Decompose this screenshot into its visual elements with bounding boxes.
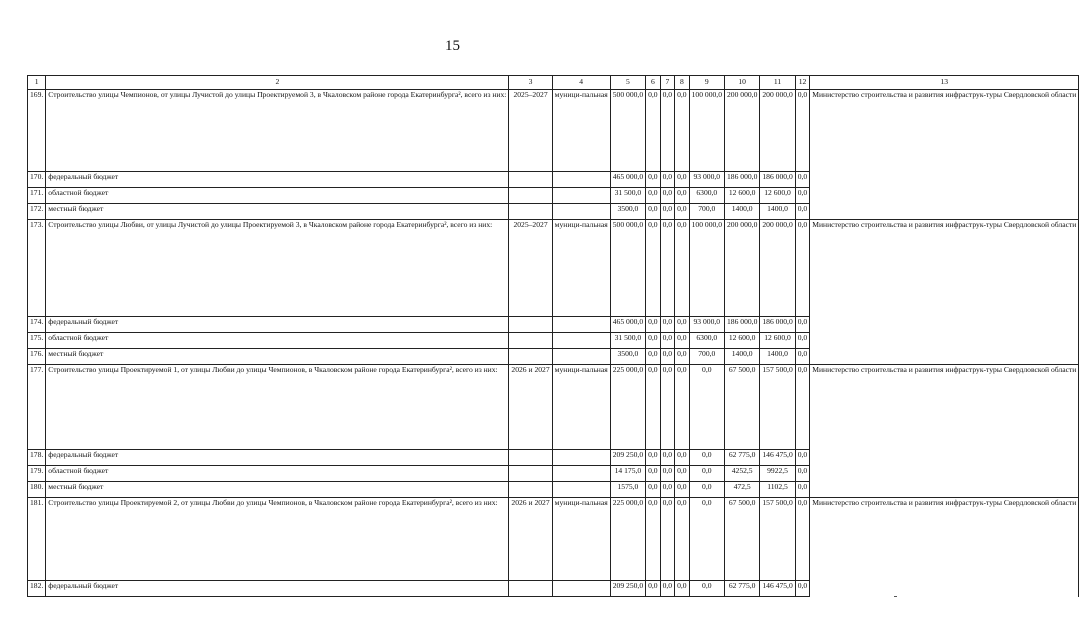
row-value-col6: 0,0 xyxy=(646,333,661,349)
row-value-col12: 0,0 xyxy=(795,90,810,172)
row-agency: Министерство строительства и развития инфраструк-туры Свердловской области xyxy=(810,498,1079,581)
row-period: 2025–2027 xyxy=(509,220,552,317)
row-value-col12: 0,0 xyxy=(795,498,810,581)
row-value-col11: 9922,5 xyxy=(760,466,795,482)
row-value-col6: 0,0 xyxy=(646,172,661,188)
row-value-col9: 700,0 xyxy=(689,349,724,365)
row-value-col9: 0,0 xyxy=(689,466,724,482)
row-period-empty xyxy=(509,450,552,466)
column-header-12: 12 xyxy=(795,76,810,90)
row-value-col5: 31 500,0 xyxy=(610,188,645,204)
table-row-main xyxy=(28,90,1079,172)
column-header-6: 6 xyxy=(646,76,661,90)
row-value-col5: 465 000,0 xyxy=(610,172,645,188)
column-header-2: 2 xyxy=(46,76,509,90)
table-row-main xyxy=(28,365,1079,450)
row-agency-empty xyxy=(810,333,1079,349)
row-type-empty xyxy=(552,450,610,466)
row-value-col9: 93 000,0 xyxy=(689,317,724,333)
row-value-col10: 472,5 xyxy=(724,482,759,498)
row-value-col8: 0,0 xyxy=(675,90,690,172)
row-value-col8: 0,0 xyxy=(675,581,690,597)
row-value-col11: 1400,0 xyxy=(760,349,795,365)
row-value-col7: 0,0 xyxy=(660,220,675,317)
row-value-col7: 0,0 xyxy=(660,581,675,597)
row-number: 179. xyxy=(28,466,46,482)
row-period-empty xyxy=(509,349,552,365)
row-value-col12: 0,0 xyxy=(795,349,810,365)
row-value-col5: 1575,0 xyxy=(610,482,645,498)
table-row-main xyxy=(28,220,1079,317)
row-period-empty xyxy=(509,466,552,482)
row-value-col7: 0,0 xyxy=(660,450,675,466)
row-period-empty xyxy=(509,581,552,597)
row-value-col6: 0,0 xyxy=(646,365,661,450)
row-value-col8: 0,0 xyxy=(675,220,690,317)
row-value-col9: 93 000,0 xyxy=(689,172,724,188)
row-value-col7: 0,0 xyxy=(660,172,675,188)
row-value-col5: 14 175,0 xyxy=(610,466,645,482)
row-value-col9: 0,0 xyxy=(689,450,724,466)
row-name: Строительство улицы Проектируемой 1, от улицы Любви до улицы Чемпионов, в Чкаловском районе города Екатеринбурга², всего из них: xyxy=(46,365,509,450)
row-value-col11: 186 000,0 xyxy=(760,172,795,188)
row-value-col8: 0,0 xyxy=(675,498,690,581)
row-value-col8: 0,0 xyxy=(675,333,690,349)
row-value-col6: 0,0 xyxy=(646,466,661,482)
row-type: муници-пальная xyxy=(552,90,610,172)
row-value-col8: 0,0 xyxy=(675,349,690,365)
row-value-col6: 0,0 xyxy=(646,581,661,597)
row-period: 2026 и 2027 xyxy=(509,498,552,581)
row-value-col6: 0,0 xyxy=(646,220,661,317)
row-value-col12: 0,0 xyxy=(795,220,810,317)
row-value-col5: 3500,0 xyxy=(610,349,645,365)
row-value-col5: 500 000,0 xyxy=(610,220,645,317)
row-value-col11: 200 000,0 xyxy=(760,220,795,317)
row-value-col6: 0,0 xyxy=(646,188,661,204)
row-period-empty xyxy=(509,482,552,498)
row-name: федеральный бюджет xyxy=(46,581,509,597)
row-value-col6: 0,0 xyxy=(646,90,661,172)
table-row-sub xyxy=(28,188,1079,204)
row-value-col8: 0,0 xyxy=(675,172,690,188)
row-value-col10: 12 600,0 xyxy=(724,188,759,204)
row-value-col12: 0,0 xyxy=(795,482,810,498)
row-value-col7: 0,0 xyxy=(660,188,675,204)
column-header-row xyxy=(28,76,1079,90)
row-value-col5: 465 000,0 xyxy=(610,317,645,333)
row-value-col12: 0,0 xyxy=(795,317,810,333)
row-number: 181. xyxy=(28,498,46,581)
table-row-sub xyxy=(28,317,1079,333)
column-header-1: 1 xyxy=(28,76,46,90)
row-value-col8: 0,0 xyxy=(675,482,690,498)
row-value-col5: 225 000,0 xyxy=(610,365,645,450)
row-value-col7: 0,0 xyxy=(660,498,675,581)
row-type-empty xyxy=(552,581,610,597)
row-number: 175. xyxy=(28,333,46,349)
table-row-sub xyxy=(28,204,1079,220)
row-type-empty xyxy=(552,172,610,188)
row-name: Строительство улицы Любви, от улицы Лучистой до улицы Проектируемой 3, в Чкаловском районе города Екатеринбурга², всего из них: xyxy=(46,220,509,317)
column-header-5: 5 xyxy=(610,76,645,90)
row-agency-empty xyxy=(810,172,1079,188)
row-value-col5: 225 000,0 xyxy=(610,498,645,581)
row-value-col8: 0,0 xyxy=(675,204,690,220)
row-value-col11: 200 000,0 xyxy=(760,90,795,172)
row-value-col10: 4252,5 xyxy=(724,466,759,482)
budget-table xyxy=(27,75,1079,597)
row-agency: Министерство строительства и развития инфраструк-туры Свердловской области xyxy=(810,90,1079,172)
row-value-col9: 100 000,0 xyxy=(689,90,724,172)
row-value-col12: 0,0 xyxy=(795,333,810,349)
row-type: муници-пальная xyxy=(552,220,610,317)
row-agency-empty xyxy=(810,482,1079,498)
row-value-col10: 200 000,0 xyxy=(724,220,759,317)
row-name: федеральный бюджет xyxy=(46,317,509,333)
column-header-3: 3 xyxy=(509,76,552,90)
row-agency-empty xyxy=(810,349,1079,365)
row-name: областной бюджет xyxy=(46,466,509,482)
row-period: 2025–2027 xyxy=(509,90,552,172)
row-value-col6: 0,0 xyxy=(646,317,661,333)
row-type-empty xyxy=(552,349,610,365)
row-agency: Министерство строительства и развития инфраструк-туры Свердловской области xyxy=(810,220,1079,317)
row-period-empty xyxy=(509,333,552,349)
table-row-sub xyxy=(28,466,1079,482)
row-agency-empty xyxy=(810,450,1079,466)
row-value-col9: 6300,0 xyxy=(689,188,724,204)
row-type-empty xyxy=(552,204,610,220)
row-value-col6: 0,0 xyxy=(646,204,661,220)
row-value-col8: 0,0 xyxy=(675,188,690,204)
page-number: 15 xyxy=(445,38,460,54)
row-value-col8: 0,0 xyxy=(675,450,690,466)
row-number: 178. xyxy=(28,450,46,466)
row-value-col7: 0,0 xyxy=(660,333,675,349)
row-period-empty xyxy=(509,317,552,333)
row-value-col9: 0,0 xyxy=(689,482,724,498)
row-type: муници-пальная xyxy=(552,498,610,581)
row-value-col7: 0,0 xyxy=(660,482,675,498)
row-value-col10: 67 500,0 xyxy=(724,365,759,450)
row-name: Строительство улицы Чемпионов, от улицы Лучистой до улицы Проектируемой 3, в Чкаловском районе города Екатеринбурга², всего из них: xyxy=(46,90,509,172)
row-value-col11: 157 500,0 xyxy=(760,365,795,450)
row-value-col10: 1400,0 xyxy=(724,204,759,220)
row-type-empty xyxy=(552,466,610,482)
row-value-col9: 0,0 xyxy=(689,498,724,581)
column-header-13: 13 xyxy=(810,76,1079,90)
row-value-col5: 500 000,0 xyxy=(610,90,645,172)
row-period-empty xyxy=(509,204,552,220)
row-name: Строительство улицы Проектируемой 2, от улицы Любви до улицы Чемпионов, в Чкаловском районе города Екатеринбурга², всего из них: xyxy=(46,498,509,581)
row-number: 180. xyxy=(28,482,46,498)
table-row-sub xyxy=(28,450,1079,466)
row-value-col5: 31 500,0 xyxy=(610,333,645,349)
row-value-col5: 209 250,0 xyxy=(610,581,645,597)
row-value-col6: 0,0 xyxy=(646,498,661,581)
column-header-10: 10 xyxy=(724,76,759,90)
scan-mark xyxy=(894,596,897,597)
row-value-col10: 67 500,0 xyxy=(724,498,759,581)
row-agency: Министерство строительства и развития инфраструк-туры Свердловской области xyxy=(810,365,1079,450)
row-value-col10: 1400,0 xyxy=(724,349,759,365)
row-value-col5: 3500,0 xyxy=(610,204,645,220)
row-number: 176. xyxy=(28,349,46,365)
row-number: 174. xyxy=(28,317,46,333)
row-value-col12: 0,0 xyxy=(795,172,810,188)
row-value-col9: 0,0 xyxy=(689,581,724,597)
row-type-empty xyxy=(552,482,610,498)
row-value-col6: 0,0 xyxy=(646,349,661,365)
table-row-main xyxy=(28,498,1079,581)
row-value-col10: 186 000,0 xyxy=(724,172,759,188)
row-name: федеральный бюджет xyxy=(46,172,509,188)
row-value-col6: 0,0 xyxy=(646,482,661,498)
row-value-col9: 0,0 xyxy=(689,365,724,450)
row-name: федеральный бюджет xyxy=(46,450,509,466)
row-number: 171. xyxy=(28,188,46,204)
table-row-sub xyxy=(28,482,1079,498)
row-value-col7: 0,0 xyxy=(660,466,675,482)
row-value-col11: 146 475,0 xyxy=(760,450,795,466)
column-header-11: 11 xyxy=(760,76,795,90)
row-agency-empty xyxy=(810,204,1079,220)
row-value-col8: 0,0 xyxy=(675,466,690,482)
row-value-col9: 6300,0 xyxy=(689,333,724,349)
row-value-col11: 146 475,0 xyxy=(760,581,795,597)
row-value-col10: 62 775,0 xyxy=(724,450,759,466)
row-value-col11: 1400,0 xyxy=(760,204,795,220)
row-value-col7: 0,0 xyxy=(660,204,675,220)
row-value-col12: 0,0 xyxy=(795,365,810,450)
row-period: 2026 и 2027 xyxy=(509,365,552,450)
column-header-8: 8 xyxy=(675,76,690,90)
row-type-empty xyxy=(552,317,610,333)
row-value-col7: 0,0 xyxy=(660,90,675,172)
row-value-col12: 0,0 xyxy=(795,450,810,466)
row-value-col11: 12 600,0 xyxy=(760,333,795,349)
table-row-sub xyxy=(28,172,1079,188)
table-row-sub xyxy=(28,349,1079,365)
row-number: 177. xyxy=(28,365,46,450)
row-name: областной бюджет xyxy=(46,333,509,349)
row-value-col10: 186 000,0 xyxy=(724,317,759,333)
row-value-col12: 0,0 xyxy=(795,188,810,204)
row-value-col8: 0,0 xyxy=(675,365,690,450)
row-name: областной бюджет xyxy=(46,188,509,204)
row-number: 173. xyxy=(28,220,46,317)
column-header-7: 7 xyxy=(660,76,675,90)
row-value-col9: 700,0 xyxy=(689,204,724,220)
row-value-col10: 12 600,0 xyxy=(724,333,759,349)
row-name: местный бюджет xyxy=(46,349,509,365)
row-number: 170. xyxy=(28,172,46,188)
table-row-sub xyxy=(28,581,1079,597)
row-value-col12: 0,0 xyxy=(795,466,810,482)
row-period-empty xyxy=(509,188,552,204)
row-value-col7: 0,0 xyxy=(660,365,675,450)
row-period-empty xyxy=(509,172,552,188)
row-name: местный бюджет xyxy=(46,482,509,498)
row-agency-empty xyxy=(810,466,1079,482)
column-header-4: 4 xyxy=(552,76,610,90)
row-number: 169. xyxy=(28,90,46,172)
row-value-col6: 0,0 xyxy=(646,450,661,466)
table-row-sub xyxy=(28,333,1079,349)
row-value-col10: 200 000,0 xyxy=(724,90,759,172)
row-type-empty xyxy=(552,333,610,349)
row-value-col10: 62 775,0 xyxy=(724,581,759,597)
row-type-empty xyxy=(552,188,610,204)
row-agency-empty xyxy=(810,581,1079,597)
row-name: местный бюджет xyxy=(46,204,509,220)
row-agency-empty xyxy=(810,317,1079,333)
row-value-col8: 0,0 xyxy=(675,317,690,333)
column-header-9: 9 xyxy=(689,76,724,90)
row-value-col11: 157 500,0 xyxy=(760,498,795,581)
row-value-col11: 12 600,0 xyxy=(760,188,795,204)
row-agency-empty xyxy=(810,188,1079,204)
row-type: муници-пальная xyxy=(552,365,610,450)
row-value-col5: 209 250,0 xyxy=(610,450,645,466)
row-value-col11: 186 000,0 xyxy=(760,317,795,333)
row-number: 182. xyxy=(28,581,46,597)
row-value-col12: 0,0 xyxy=(795,581,810,597)
row-value-col9: 100 000,0 xyxy=(689,220,724,317)
row-value-col7: 0,0 xyxy=(660,317,675,333)
row-value-col7: 0,0 xyxy=(660,349,675,365)
row-value-col12: 0,0 xyxy=(795,204,810,220)
row-value-col11: 1102,5 xyxy=(760,482,795,498)
row-number: 172. xyxy=(28,204,46,220)
